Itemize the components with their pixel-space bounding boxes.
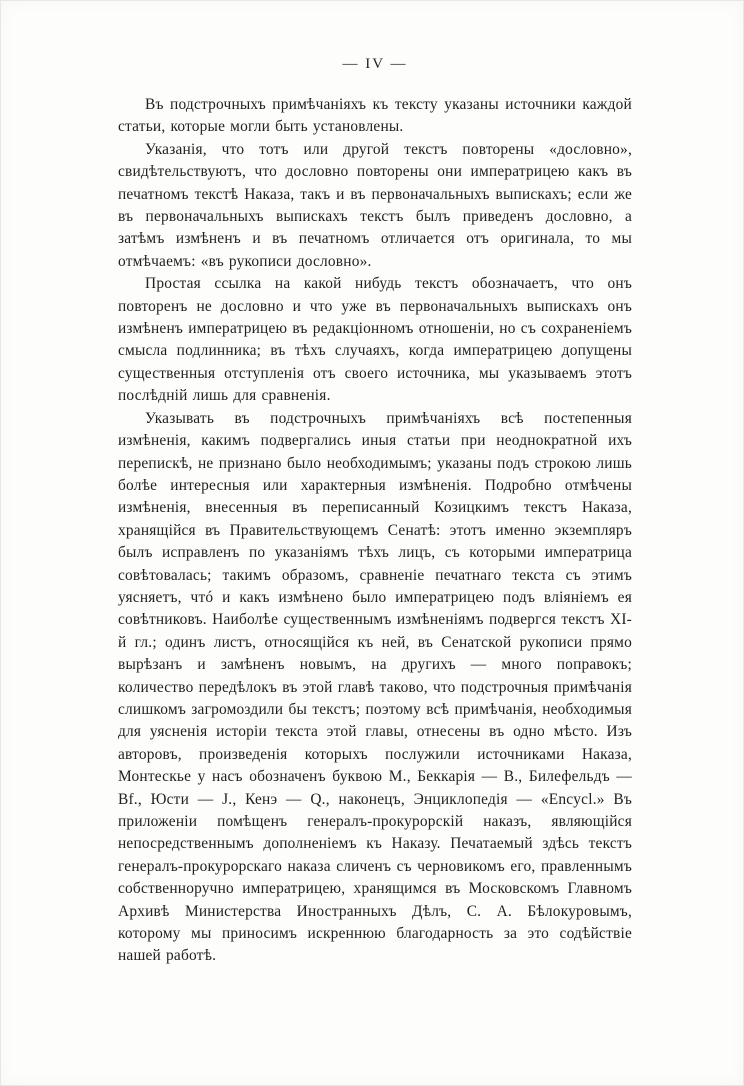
paragraph-simple-reference-note: Простая ссылка на какой нибудь текстъ обозначаетъ, что онъ повторенъ не дословно и что уже въ первоначальныхъ выпискахъ онъ измѣненъ императрицею въ редакціонномъ отношеніи, но съ сохраненіемъ смысла подлинника; въ тѣхъ случаяхъ, когда императрицею допущены существенныя отступленія отъ своего источника, мы указываемъ этотъ послѣдній лишь для сравненія. — [118, 275, 632, 405]
page-number-header: — IV — — [342, 56, 408, 72]
paragraph-verbatim-note: Указанія, что тотъ или другой текстъ повторены «дословно», свидѣтельствуютъ, что дословно повторены они императрицею какъ въ печатномъ текстѣ Наказа, такъ и въ первоначальныхъ выпискахъ; если же въ первоначальныхъ выпискахъ текстъ былъ приведенъ дословно, а затѣмъ измѣненъ и въ печатномъ отличается отъ оригинала, то мы отмѣчаемъ: «въ рукописи дословно». — [118, 140, 632, 270]
page-text-block — [118, 94, 632, 968]
paragraph-revisions-and-abbreviations: Указывать въ подстрочныхъ примѣчаніяхъ всѣ постепенныя измѣненія, какимъ подвергались иныя статьи при неоднократной ихъ перепискѣ, не признано было необходимымъ; указаны подъ строкою лишь болѣе интересныя или характерныя измѣненія. Подробно отмѣчены измѣненія, внесенныя въ переписанный Козицкимъ текстъ Наказа, хранящійся въ Правительствующемъ Сенатѣ: этотъ именно экземпляръ былъ исправленъ по указаніямъ тѣхъ лицъ, съ которыми императрица совѣтовалась; такимъ образомъ, сравненіе печатнаго текста съ этимъ уясняетъ, чтó и какъ измѣнено было императрицею подъ вліяніемъ ея совѣтниковъ. Наиболѣе существеннымъ измѣненіямъ подвергся текстъ XI-й гл.; одинъ листъ, относящійся къ ней, въ Сенатской рукописи прямо вырѣзанъ и замѣненъ новымъ, на другихъ — много поправокъ; количество передѣлокъ въ этой главѣ таково, что подстрочныя примѣчанія слишкомъ загромоздили бы текстъ; поэтому всѣ примѣчанія, необходимыя для уясненія исторіи текста этой главы, отнесены въ одно мѣсто. Изъ авторовъ, произведенія которыхъ послужили источниками Наказа, Монтескье у насъ обозначенъ буквою М., Беккарія — В., Билефельдъ — Bf., Юсти — J., Кенэ — Q., наконецъ, Энциклопедія — «Encycl.» Въ приложеніи помѣщенъ генералъ-прокурорскій наказъ, являющійся непосредственнымъ дополненіемъ къ Наказу. Печатаемый здѣсь текстъ генералъ-прокурорскаго наказа сличенъ съ черновикомъ его, правленнымъ собственноручно императрицею, хранящимся въ Московскомъ Главномъ Архивѣ Министерства Иностранныхъ Дѣлъ, С. А. Бѣлокуровымъ, которому мы приносимъ искреннюю благодарность за это содѣйствіе нашей работѣ. — [118, 409, 632, 965]
paragraph-sources-note: Въ подстрочныхъ примѣчаніяхъ къ тексту указаны источники каждой статьи, которые могли быть установлены. — [118, 96, 632, 136]
